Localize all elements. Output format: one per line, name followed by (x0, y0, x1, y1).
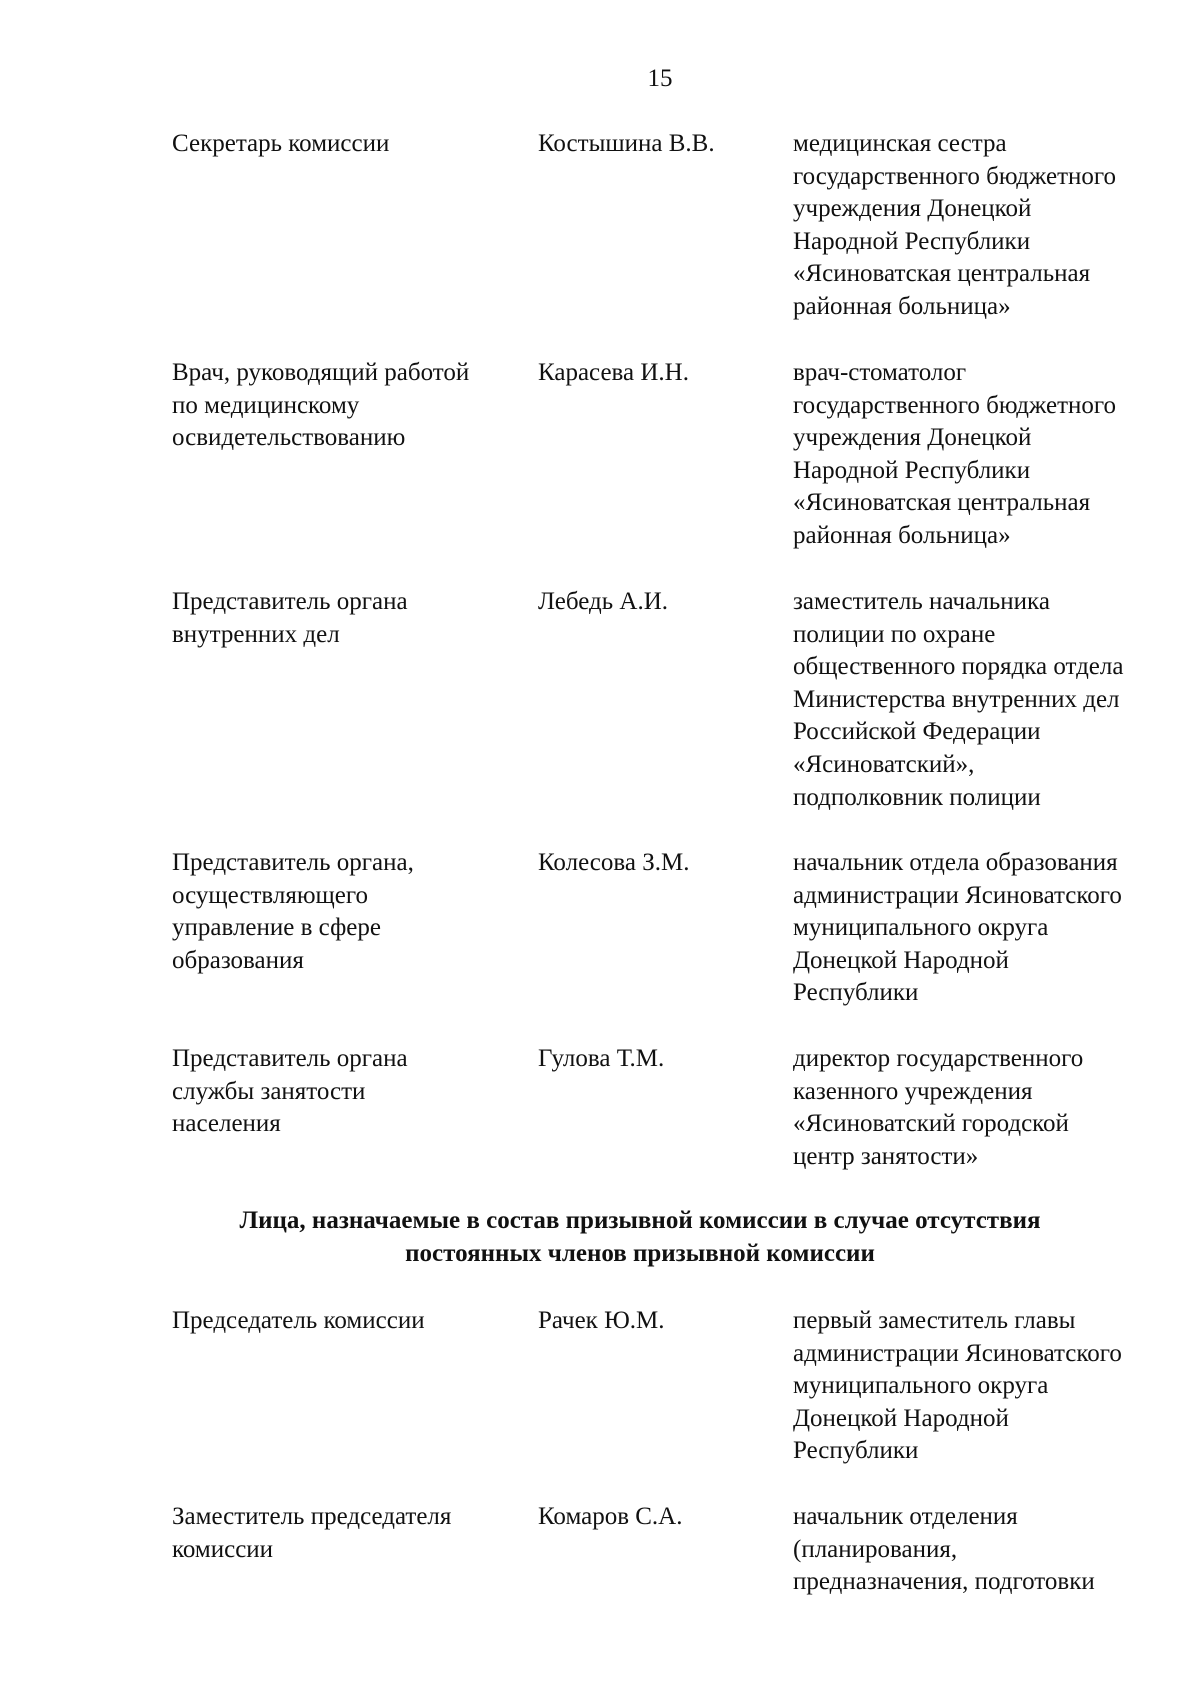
member-role (172, 1043, 532, 1141)
member-role-line: образования (172, 946, 304, 974)
member-name: Гулова Т.М. (538, 1045, 665, 1072)
alternate-description (793, 1501, 1193, 1599)
member-description-line: государственного бюджетного (793, 391, 1116, 419)
member-role-line: осуществляющего (172, 881, 368, 909)
member-description-line: общественного порядка отдела (793, 653, 1124, 681)
alternate-role-line: Председатель комиссии (172, 1307, 425, 1334)
member-description-line: Республики (793, 979, 919, 1007)
member-description-line: заместитель начальника (793, 588, 1050, 615)
member-role (172, 128, 532, 161)
member-description-line: «Ясиноватская центральная (793, 260, 1091, 288)
member-name: Карасева И.Н. (538, 359, 689, 386)
member-name: Костышина В.В. (538, 130, 715, 157)
alternate-description (793, 1305, 1193, 1468)
member-role-line: освидетельствованию (172, 424, 406, 452)
member-role-line: по медицинскому (172, 391, 360, 419)
page-number: 15 (647, 65, 673, 92)
member-description-line: учреждения Донецкой (793, 195, 1032, 223)
alternate-description-line: администрации Ясиноватского (793, 1339, 1122, 1367)
member-description-line: районная больница» (793, 521, 1011, 549)
member-role-line: управление в сфере (172, 914, 381, 942)
member-role (172, 357, 532, 455)
member-role-line: службы занятости (172, 1077, 366, 1105)
alternate-name: Рачек Ю.М. (538, 1307, 665, 1334)
alternate-description-line: Республики (793, 1437, 919, 1465)
member-description-line: учреждения Донецкой (793, 424, 1032, 452)
member-description (793, 357, 1193, 553)
alternate-role-line: Заместитель председателя (172, 1503, 452, 1530)
member-role-line: Секретарь комиссии (172, 130, 390, 157)
member-description-line: администрации Ясиноватского (793, 881, 1122, 909)
member-role (172, 586, 532, 651)
alternate-name: Комаров С.А. (538, 1503, 683, 1530)
alternate-description-line: муниципального округа (793, 1372, 1049, 1400)
member-description (793, 586, 1193, 814)
member-description-line: «Ясиноватский городской (793, 1110, 1069, 1138)
alternate-role-line: комиссии (172, 1535, 274, 1563)
alternate-role (172, 1305, 532, 1338)
member-description-line: полиции по охране (793, 620, 996, 648)
alternate-description-line: (планирования, (793, 1535, 958, 1563)
member-description-line: «Ясиноватская центральная (793, 489, 1091, 517)
member-description-line: Донецкой Народной (793, 946, 1009, 974)
member-description-line: Народной Республики (793, 227, 1031, 255)
member-description-line: начальник отдела образования (793, 849, 1118, 876)
section-heading-line: постоянных членов призывной комиссии (405, 1240, 875, 1267)
member-role-line: Представитель органа (172, 588, 408, 615)
alternate-description-line: предназначения, подготовки (793, 1568, 1095, 1596)
alternate-description-line: Донецкой Народной (793, 1404, 1009, 1432)
member-description-line: подполковник полиции (793, 783, 1041, 811)
member-description-line: «Ясиноватский», (793, 750, 975, 778)
member-description-line: районная больница» (793, 292, 1011, 320)
member-role (172, 847, 532, 977)
member-description-line: центр занятости» (793, 1142, 979, 1170)
member-role-line: Врач, руководящий работой (172, 359, 470, 386)
member-description (793, 128, 1193, 324)
member-description-line: казенного учреждения (793, 1077, 1033, 1105)
member-description-line: врач-стоматолог (793, 359, 967, 386)
member-description-line: Народной Республики (793, 456, 1031, 484)
member-description-line: Министерства внутренних дел (793, 685, 1120, 713)
member-description-line: муниципального округа (793, 914, 1049, 942)
member-name: Лебедь А.И. (538, 588, 669, 615)
member-description-line: медицинская сестра (793, 130, 1007, 157)
member-role-line: населения (172, 1110, 281, 1138)
member-role-line: внутренних дел (172, 620, 340, 648)
member-description-line: государственного бюджетного (793, 162, 1116, 190)
section-heading-line: Лица, назначаемые в состав призывной комиссии в случае отсутствия (239, 1207, 1041, 1234)
member-description-line: Российской Федерации (793, 718, 1041, 746)
alternate-description-line: первый заместитель главы (793, 1307, 1076, 1334)
member-description-line: директор государственного (793, 1045, 1084, 1072)
member-role-line: Представитель органа (172, 1045, 408, 1072)
section-heading (160, 1204, 1120, 1270)
member-description (793, 1043, 1193, 1173)
alternate-role (172, 1501, 532, 1566)
member-name: Колесова З.М. (538, 849, 690, 876)
member-description (793, 847, 1193, 1010)
alternate-description-line: начальник отделения (793, 1503, 1018, 1530)
member-role-line: Представитель органа, (172, 849, 414, 876)
